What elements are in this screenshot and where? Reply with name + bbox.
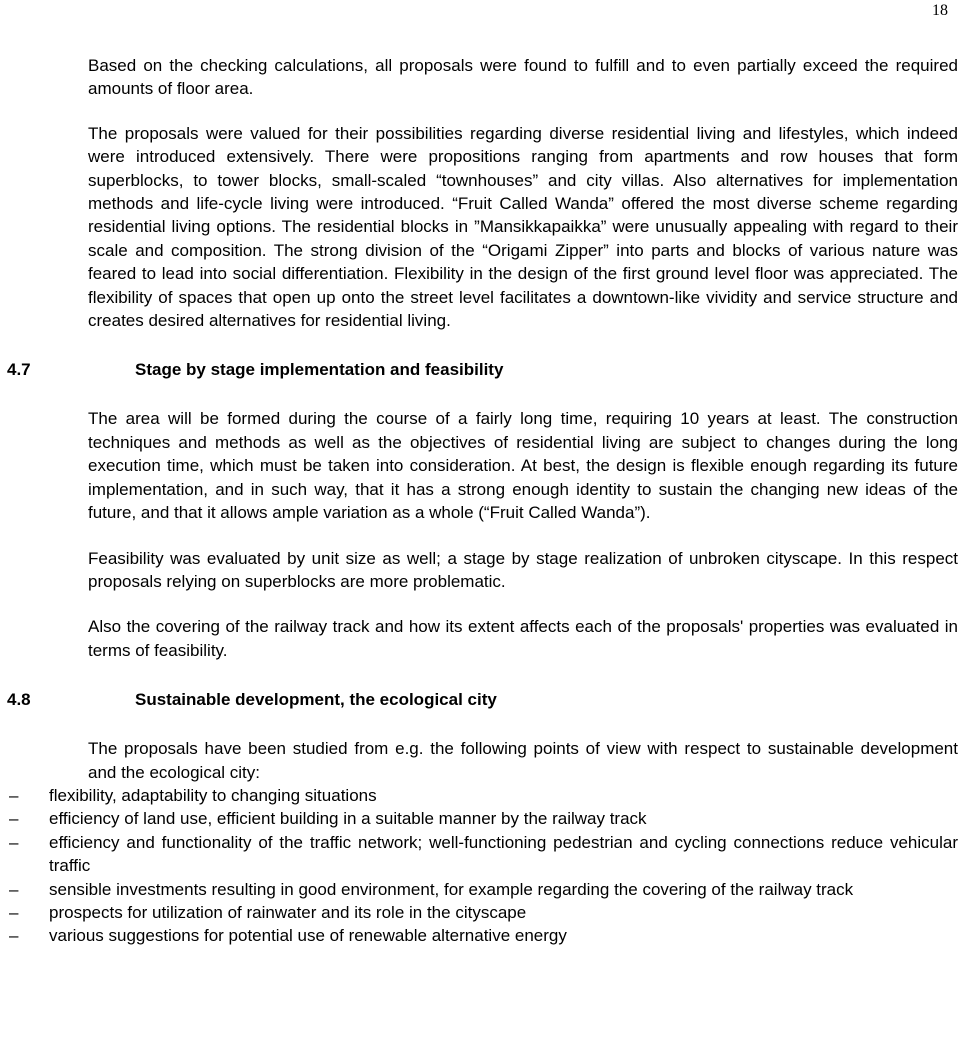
list-item-text: flexibility, adaptability to changing situations (49, 785, 377, 805)
paragraph-railway-covering: Also the covering of the railway track and how its extent affects each of the proposals' properties was evaluated in terms of feasibility. (88, 617, 958, 660)
list-item (9, 831, 958, 878)
list-item-text: sensible investments resulting in good environment, for example regarding the covering of the railway track (49, 879, 854, 899)
section-number: 4.7 (7, 360, 31, 380)
list-item-text: efficiency of land use, efficient building in a suitable manner by the railway track (49, 809, 647, 829)
section-heading-4-7 (7, 358, 958, 381)
dash-bullet: – (9, 785, 19, 805)
paragraph-residential-living: The proposals were valued for their possibilities regarding diverse residential living and lifestyles, which indeed were introduced extensively. There were propositions ranging from apartments and row houses that form superblocks, to tower blocks, small-scaled “townhouses” and city villas. Also alternatives for implementation methods and life-cycle living were introduced. “Fruit Called Wanda” offered the most diverse scheme regarding residential living options. The residential blocks in ”Mansikkapaikka” were unusually appealing with regard to their scale and composition. The strong division of the “Origami Zipper” into parts and blocks of various nature was feared to lead into social differentiation. Flexibility in the design of the first ground level floor was appreciated. The flexibility of spaces that open up onto the street level facilitates a downtown-like vividity and service structure and creates desired alternatives for residential living. (88, 123, 958, 331)
paragraph-implementation: The area will be formed during the course of a fairly long time, requiring 10 years at least. The construction techniques and methods as well as the objectives of residential living are subject to changes during the long execution time, which must be taken into consideration. At best, the design is flexible enough regarding its future implementation, and in such way, that it has a strong enough identity to sustain the changing new ideas of the future, and that it allows ample variation as a whole (“Fruit Called Wanda”). (88, 409, 958, 523)
list-item (9, 784, 958, 807)
sustainability-list (9, 784, 958, 948)
list-item-text: prospects for utilization of rainwater and its role in the cityscape (49, 902, 527, 922)
dash-bullet: – (9, 832, 19, 852)
section-title: Sustainable development, the ecological city (135, 690, 497, 710)
section-number: 4.8 (7, 690, 31, 710)
document-body (7, 54, 958, 948)
list-item (9, 807, 958, 830)
dash-bullet: – (9, 902, 19, 922)
paragraph-floor-area: Based on the checking calculations, all proposals were found to fulfill and to even partially exceed the required amounts of floor area. (88, 56, 958, 99)
page-number: 18 (932, 2, 948, 19)
dash-bullet: – (9, 809, 19, 829)
dash-bullet: – (9, 926, 19, 946)
list-item (9, 901, 958, 924)
paragraph-feasibility: Feasibility was evaluated by unit size as well; a stage by stage realization of unbroken cityscape. In this respect proposals relying on superblocks are more problematic. (88, 548, 958, 591)
list-item-text: various suggestions for potential use of renewable alternative energy (49, 926, 567, 946)
dash-bullet: – (9, 879, 19, 899)
section-title: Stage by stage implementation and feasibility (135, 360, 504, 380)
list-item (9, 924, 958, 947)
section-heading-4-8 (7, 688, 958, 711)
list-item (9, 878, 958, 901)
paragraph-sustainability-intro: The proposals have been studied from e.g. the following points of view with respect to sustainable development and the ecological city: (88, 739, 958, 782)
list-item-text: efficiency and functionality of the traffic network; well-functioning pedestrian and cycling connections reduce vehicular traffic (49, 832, 958, 876)
